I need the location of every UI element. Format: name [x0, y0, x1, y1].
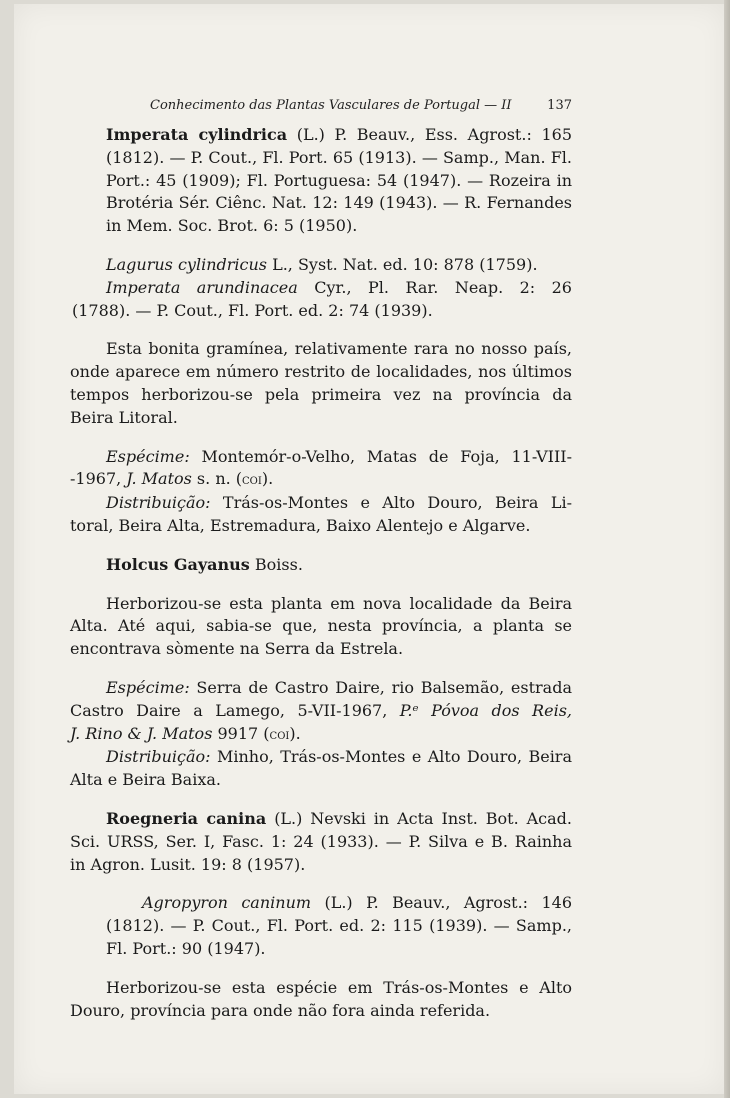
- page-number: 137: [547, 98, 572, 113]
- imperata-distribution: Distribuição: Trás-os-Montes e Alto Douro, Beira Li- toral, Beira Alta, Estremadura, Baixo Alentejo e Algarve.: [70, 493, 572, 535]
- roegneria-citation: Roegneria canina (L.) Nevski in Acta Inst. Bot. Acad. Sci. URSS, Ser. I, Fasc. 1: 24 (1933). — P. Silva e B. Rainha in Agron. Lusit. 19: 8 (1957).: [70, 808, 573, 874]
- page-edge: [724, 0, 730, 1098]
- taxon-name: Imperata cylindrica: [106, 125, 288, 144]
- holcus-specimen: Espécime: Serra de Castro Daire, rio Balsemão, estrada Castro Daire a Lamego, 5-VII-1967, P.ᵉ Póvoa dos Reis, J. Rino & J. Matos 9917 (coi).: [70, 677, 572, 743]
- body-text: [70, 124, 572, 1022]
- running-title: Conhecimento das Plantas Vasculares de Portugal — II: [150, 98, 512, 113]
- running-header: [150, 98, 572, 113]
- taxon-name: Holcus Gayanus: [106, 554, 250, 574]
- roegneria-synonyms: Agropyron caninum (L.) P. Beauv., Agrost.: 146 (1812). — P. Cout., Fl. Port. ed. 2: 115 (1939). — Samp., Fl. Port.: 90 (1947).: [106, 893, 573, 958]
- holcus-citation: Holcus Gayanus Boiss.: [106, 554, 303, 574]
- imperata-synonym-cont: (1788). — P. Cout., Fl. Port. ed. 2: 74 (1939).: [72, 300, 433, 320]
- holcus-distribution: Distribuição: Minho, Trás-os-Montes e Alto Douro, Beira Alta e Beira Baixa.: [70, 747, 572, 790]
- taxon-name: Roegneria canina: [106, 808, 267, 828]
- imperata-citation: Imperata cylindrica (L.) P. Beauv., Ess. Agrost.: 165 (1812). — P. Cout., Fl. Port. 65 (1913). — Samp., Man. Fl. Port.: 45 (1909); Fl. Portuguesa: 54 (1947). — Rozeira in Brotéria Sér. Ciênc. Nat. 12: 149 (1943). — R. Fernandes in Mem. Soc. Brot. 6: 5 (1950).: [106, 125, 572, 236]
- imperata-synonyms: Lagurus cylindricus L., Syst. Nat. ed. 10: 878 (1759). Imperata arundinacea Cyr., Pl. Rar. Neap. 2: 26: [106, 254, 572, 297]
- holcus-paragraph: Herborizou-se esta planta em nova localidade da Beira Alta. Até aqui, sabia-se que, nesta província, a planta se encontrava sòmente na Serra da Estrela.: [70, 593, 572, 659]
- roegneria-paragraph: Herborizou-se esta espécie em Trás-os-Montes e Alto Douro, província para onde não fora ainda referida.: [70, 977, 572, 1020]
- imperata-specimen: Espécime: Montemór-o-Velho, Matas de Foja, 11-VIII- -1967, J. Matos s. n. (coi).: [70, 446, 572, 489]
- imperata-paragraph: Esta bonita gramínea, relativamente rara no nosso país, onde aparece em número restrito de localidades, nos últimos tempos herborizou-se pela primeira vez na província da Beira Litoral.: [70, 339, 572, 427]
